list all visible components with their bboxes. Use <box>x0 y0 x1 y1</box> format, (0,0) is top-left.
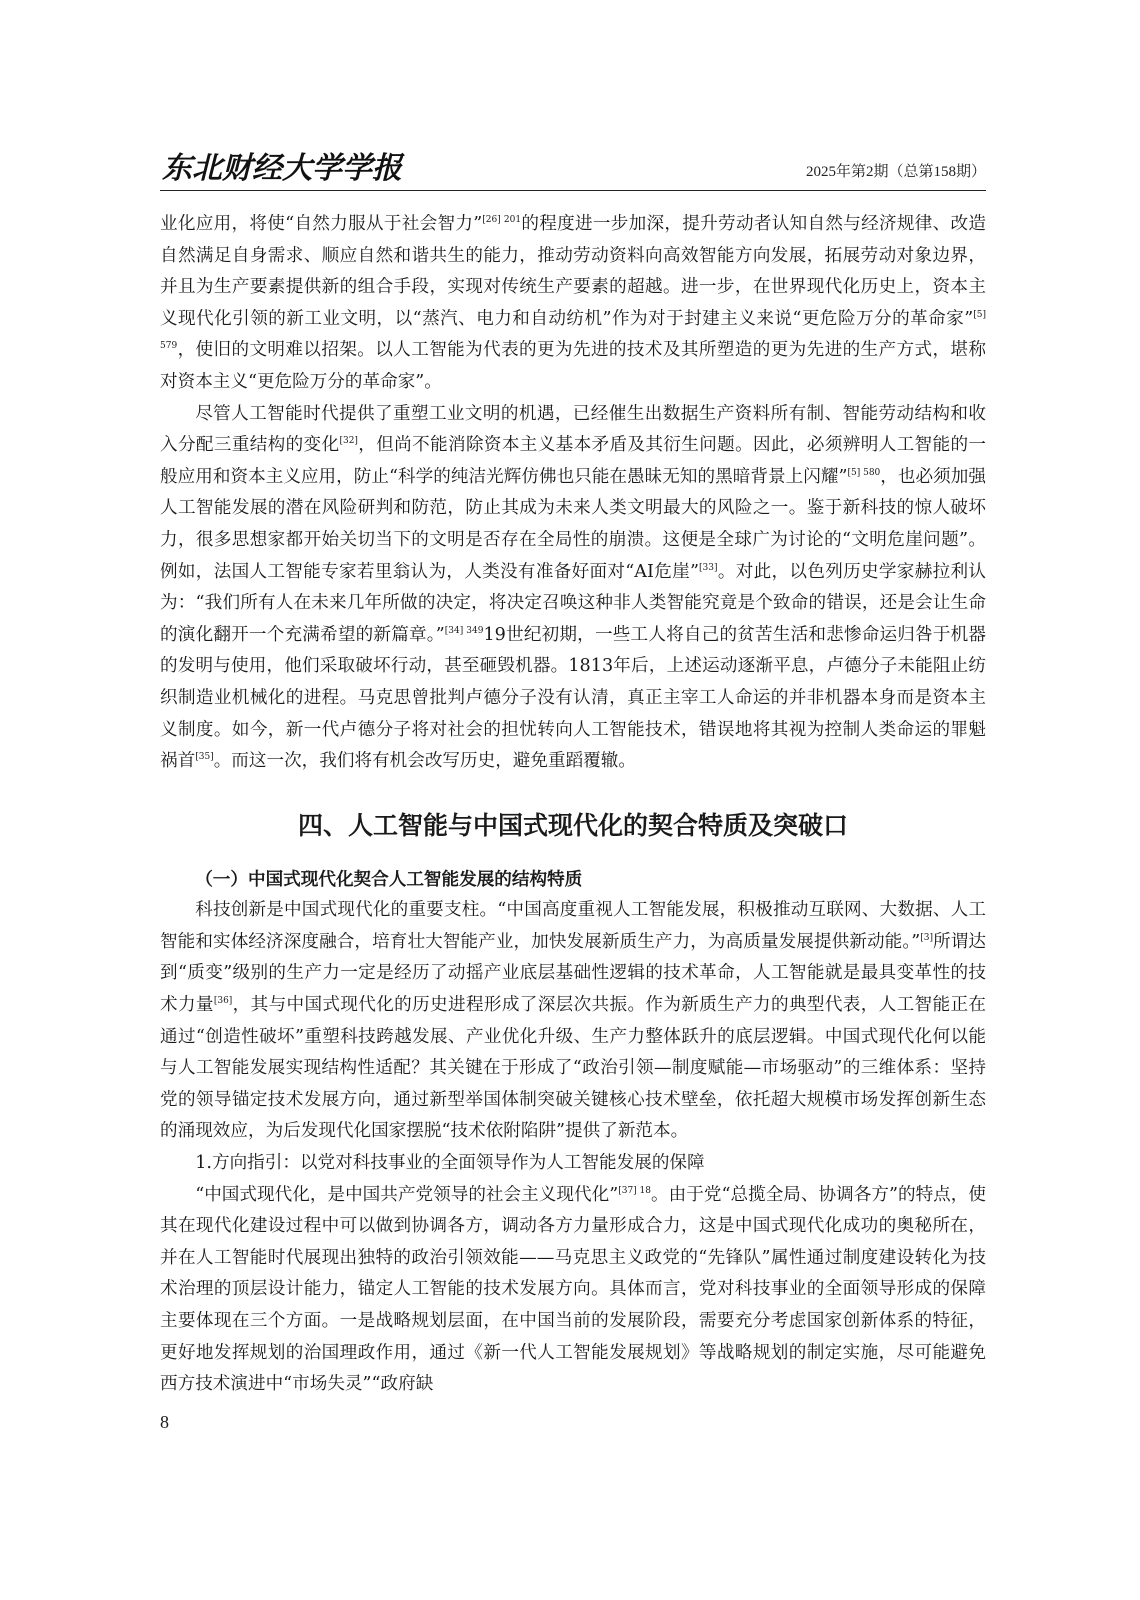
text-run: ，但尚不能消除资本主义基本矛盾及其衍生问题。因此，必须辨明人工智能的一般应用和资本主义应用，防止“科学的纯洁光辉仿佛也只能在愚昧无知的黑暗背景上闪耀” <box>160 435 986 487</box>
text-run: ，使旧的文明难以招架。以人工智能为代表的更为先进的技术及其所塑造的更为先进的生产方式，堪称对资本主义“更危险万分的革命家”。 <box>160 340 986 392</box>
journal-title: 东北财经大学学报 <box>162 151 402 186</box>
citation-35: [35] <box>195 752 214 763</box>
text-run: ，其与中国式现代化的历史进程形成了深层次共振。作为新质生产力的典型代表，人工智能正在通过“创造性破坏”重塑科技跨越发展、产业优化升级、生产力整体跃升的底层逻辑。中国式现代化何以能与人工智能发展实现结构性适配？其关键在于形成了“政治引领—制度赋能—市场驱动”的三维体系：坚持党的领导锚定技术发展方向，通过新型举国体制突破关键核心技术壁垒，依托超大规模市场发挥创新生态的涌现效应，为后发现代化国家摆脱“技术依附陷阱”提供了新范本。 <box>160 995 986 1142</box>
citation-34: [34] 349 <box>444 625 484 636</box>
text-run: “中国式现代化，是中国共产党领导的社会主义现代化” <box>195 1184 619 1205</box>
paragraph-4 <box>160 1180 986 1401</box>
sub-heading: （一）中国式现代化契合人工智能发展的结构特质 <box>195 868 583 890</box>
text-run: 所谓达到“质变”级别的生产力一定是经历了动摇产业底层基础性逻辑的技术革命，人工智能就是最具变革性的技术力量 <box>160 931 986 1016</box>
paragraph-3 <box>160 895 986 1148</box>
text-run: 科技创新是中国式现代化的重要支柱。“中国高度重视人工智能发展，积极推动互联网、大数据、人工智能和实体经济深度融合，培育壮大智能产业，加快发展新质生产力，为高质量发展提供新动能。” <box>160 900 986 952</box>
text-run: 尽管人工智能时代提供了重塑工业文明的机遇，已经催生出数据生产资料所有制、智能劳动结构和收入分配三重结构的变化 <box>160 403 986 456</box>
text-run: ，也必须加强人工智能发展的潜在风险研判和防范，防止其成为未来人类文明最大的风险之一。鉴于新科技的惊人破坏力，很多思想家都开始关切当下的文明是否存在全局性的崩溃。这便是全球广为讨论的“文明危崖问题”。例如，法国人工智能专家若里翁认为，人类没有准备好面对“AI危崖” <box>160 466 986 582</box>
citation-33: [33] <box>699 562 718 573</box>
section-heading: 四、人工智能与中国式现代化的契合特质及突破口 <box>297 810 848 840</box>
page-number: 8 <box>160 1412 169 1432</box>
citation-3: [3] <box>920 932 933 943</box>
citation-36: [36] <box>213 996 233 1007</box>
citation-37: [37] 18 <box>618 1185 652 1196</box>
citation-5: [5] 579 <box>160 309 986 352</box>
paragraph-1 <box>160 209 986 399</box>
sub-sub-heading: 1.方向指引：以党对科技事业的全面领导作为人工智能发展的保障 <box>195 1153 705 1174</box>
text-run: 的程度进一步加深，提升劳动者认知自然与经济规律、改造自然满足自身需求、顺应自然和谐共生的能力，推动劳动资料向高效智能方向发展，拓展劳动对象边界，并且为生产要素提供新的组合手段，实现对传统生产要素的超越。进一步，在世界现代化历史上，资本主义现代化引领的新工业文明，以“蒸汽、电力和自动纺机”作为对于封建主义来说“更危险万分的革命家” <box>160 214 986 329</box>
text-run: 。由于党“总揽全局、协调各方”的特点，使其在现代化建设过程中可以做到协调各方，调动各方力量形成合力，这是中国式现代化成功的奥秘所在，并在人工智能时代展现出独特的政治引领效能——马克思主义政党的“先锋队”属性通过制度建设转化为技术治理的顶层设计能力，锚定人工智能的技术发展方向。具体而言，党对科技事业的全面领导形成的保障主要体现在三个方面。一是战略规划层面，在中国当前的发展阶段，需要充分考虑国家创新体系的特征，更好地发挥规划的治国理政作用，通过《新一代人工智能发展规划》等战略规划的制定实施，尽可能避免西方技术演进中“市场失灵”“政府缺 <box>160 1184 986 1395</box>
issue-info: 2025年第2期（总第158期） <box>805 164 986 180</box>
article-body <box>160 209 986 1401</box>
citation-26: [26] 201 <box>482 215 522 225</box>
text-run: 。而这一次，我们将有机会改写历史，避免重蹈覆辙。 <box>213 751 636 772</box>
running-header <box>160 150 986 191</box>
text-run: 。对此，以色列历史学家赫拉利认为：“我们所有人在未来几年所做的决定，将决定召唤这种非人类智能究竟是个致命的错误，还是会让生命的演化翻开一个充满希望的新篇章。” <box>160 561 986 645</box>
text-run: 业化应用，将使“自然力服从于社会智力” <box>160 214 483 234</box>
paragraph-2 <box>160 399 986 778</box>
citation-5: [5] 580 <box>847 467 881 478</box>
citation-32: [32] <box>339 436 358 447</box>
text-run: 19世纪初期，一些工人将自己的贫苦生活和悲惨命运归咎于机器的发明与使用，他们采取破坏行动，甚至砸毁机器。1813年后，上述运动逐渐平息，卢德分子未能阻止纺织制造业机械化的进程。马克思曾批判卢德分子没有认清，真正主宰工人命运的并非机器本身而是资本主义制度。如今，新一代卢德分子将对社会的担忧转向人工智能技术，错误地将其视为控制人类命运的罪魁祸首 <box>160 624 987 772</box>
